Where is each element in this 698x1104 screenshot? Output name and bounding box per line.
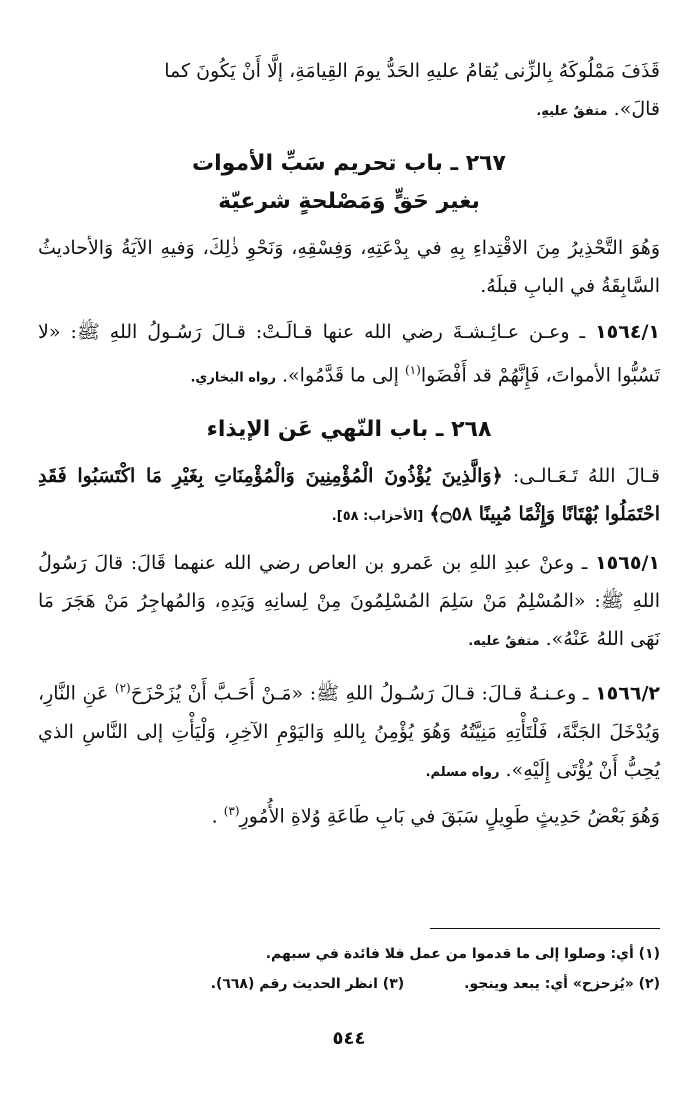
- hadith-text: ـ وعنْ عبدِ اللهِ بن عَمرو بن العاص رضي الله عنهما قَالَ: قالَ رَسُولُ اللهِ ﷺ:: [38, 552, 660, 613]
- page-body: [38, 52, 660, 835]
- attribution: رواه البخاري.: [190, 370, 276, 386]
- attribution: متفقٌ عليه.: [468, 634, 540, 650]
- footnote-mark: (١): [404, 363, 421, 377]
- hadith-number: ١٥٦٦/٢: [595, 682, 661, 705]
- chapter-267-title-line-1: ٢٦٧ ـ باب تحريم سَبِّ الأموات: [192, 151, 506, 176]
- chapter-267-title-line-2: بغير حَقٍّ وَمَصْلحةٍ شرعيّة: [218, 189, 480, 214]
- hadith-1565: [38, 544, 660, 661]
- verse-intro: قـالَ اللهُ تَـعَـالـى:: [512, 465, 660, 488]
- page-number: ٥٤٤: [332, 1028, 366, 1049]
- quran-verse-block: [38, 457, 660, 536]
- chapter-267-title: [38, 145, 660, 221]
- hadith-number: ١٥٦٤/١: [595, 321, 661, 343]
- continued-line-2: قالَ».: [613, 98, 660, 120]
- footnote-divider: [430, 928, 660, 929]
- quran-verse: ﴿وَالَّذِينَ يُؤْذُونَ الْمُؤْمِنِينَ وَالْمُؤْمِنَاتِ بِغَيْرِ مَا اكْتَسَبُوا فَقَدِ احْتَمَلُوا بُهْتَانًا وَإِثْمًا مُبِينًا ۝٥٨﴾: [38, 465, 660, 526]
- hadith-number: ١٥٦٥/١: [595, 552, 660, 575]
- verse-reference: [الأحزاب: ٥٨].: [331, 509, 424, 525]
- closing-note: وَهُوَ بَعْضُ حَدِيثٍ طَوِيلٍ سَبَقَ في بَابِ طَاعَةِ وُلاةِ الأُمُورِ$^{(٣)}$ .: [211, 803, 660, 827]
- footnote-mark: (٢): [114, 681, 131, 696]
- hadith-text: «لا تَسُبُّوا الأمواتَ، فَإِنَّهُمْ قد أَفْضَوا: [38, 321, 660, 387]
- footnote-1: (١) أي: وصلوا إلى ما قدموا من عمل فلا فائدة في سبهم.: [265, 946, 660, 962]
- hadith-text: عَنِ النَّارِ، وَيُدْخَلَ الجَنَّةَ، فَلْتَأْتِهِ مَنِيَّتُهُ وَهُوَ يُؤْمِنُ بِاللهِ وَاليَوْمِ الآخِرِ، وَلْيَأْتِ إلى النَّاسِ الذي يُحِبُّ أَنْ يُؤْتَى إِلَيْهِ».: [38, 682, 660, 781]
- closing-text: وَهُوَ بَعْضُ حَدِيثٍ طَوِيلٍ سَبَقَ في بَابِ طَاعَةِ وُلاةِ الأُمُورِ: [239, 804, 660, 827]
- footnote-2: (٢) «يُزحزح» أي: يبعد وينجو.: [464, 976, 660, 992]
- footnote-mark: (٣): [223, 803, 240, 818]
- attribution: متفقٌ عليهِ.: [536, 104, 608, 119]
- footnote-3: (٣) انظر الحديث رقم (٦٦٨).: [210, 976, 405, 992]
- hadith-1566: [38, 669, 660, 791]
- hadith-text: ـ وعـنـهُ قـالَ: قـالَ رَسُـولُ اللهِ ﷺ: «مَـنْ أَحَـبَّ أَنْ يُزَحْزَحَ: [130, 682, 589, 705]
- hadith-text: «المُسْلِمُ مَنْ سَلِمَ المُسْلِمُونَ مِنْ لِسانِهِ وَيَدِهِ، وَالمُهاجِرُ مَنْ هَجَرَ مَا نَهَى اللهُ عَنْهُ».: [38, 590, 660, 651]
- continued-text: [38, 52, 660, 131]
- hadith-text: إلى ما قَدَّمُوا».: [281, 364, 399, 387]
- footnotes-row: [38, 970, 660, 998]
- hadith-text: ـ وعـن عـائِـشـةَ رضي الله عنها قـالَـتْ: قـالَ رَسُـولُ اللهِ ﷺ:: [70, 321, 586, 343]
- attribution: رواه مسلم.: [425, 764, 500, 780]
- chapter-267-intro: وَهُوَ التَّحْذِيرُ مِنَ الاقْتِداءِ بِهِ في بِدْعَتِهِ، وَفِسْقِهِ، وَنَحْوِ ذٰلِكَ، وَفيهِ الآيَةُ وَالأحاديثُ السَّابِقَةُ في البابِ قبلَهُ.: [38, 237, 660, 297]
- chapter-268-title: ٢٦٨ ـ باب النّهي عَن الإيذاء: [206, 417, 492, 443]
- hadith-1564: [38, 313, 660, 397]
- continued-line-1: قَذَفَ مَمْلُوكَهُ بِالزِّنى يُقامُ عليهِ الحَدُّ يومَ القِيامَةِ، إلَّا أَنْ يَكُونَ كما: [164, 60, 660, 82]
